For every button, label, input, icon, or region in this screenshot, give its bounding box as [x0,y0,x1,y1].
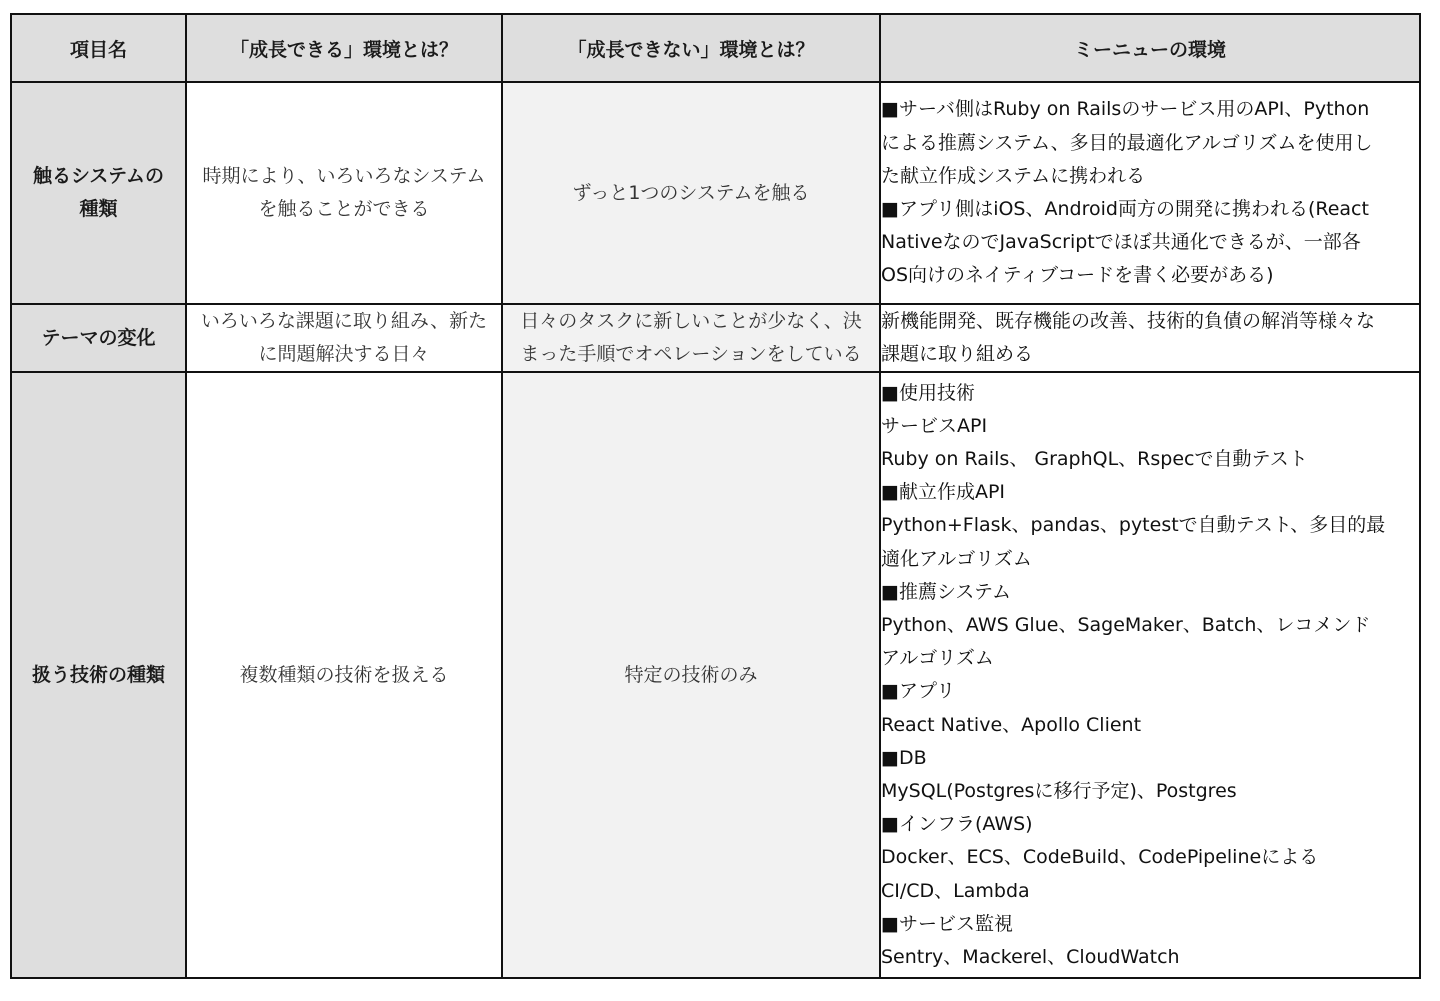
detail-line: Docker、ECS、CodeBuild、CodePipelineによる [881,846,1319,869]
detail-line: サービスAPI [881,414,988,437]
no-growth-cell [502,82,880,304]
comparison-table [10,13,1421,979]
detail-line: OS向けのネイティブコードを書く必要がある) [881,264,1274,287]
detail-line: による推薦システム、多目的最適化アルゴリズムを使用し [881,131,1373,154]
row-label-system-types [11,82,186,304]
detail-line: アルゴリズム [881,647,994,670]
detail-line: ■献立作成API [881,481,1006,504]
detail-line: 適化アルゴリズム [881,547,1032,570]
detail-line: 課題に取り組める [881,343,1034,366]
detail-line: Python、AWS Glue、SageMaker、Batch、レコメンド [881,614,1371,636]
row-label-line: テーマの変化 [41,326,156,349]
table-row [11,304,1420,372]
growth-cell [186,372,502,978]
row-label-technology-types [11,372,186,978]
no-growth-cell [502,304,880,372]
header-row [11,14,1420,82]
growth-cell [186,304,502,372]
row-label-line: 種類 [79,198,118,220]
detail-line: Python+Flask、pandas、pytestで自動テスト、多目的最 [881,514,1386,537]
cell-line: 複数種類の技術を扱える [239,663,449,686]
minne-detail-cell [880,82,1420,304]
detail-line: NativeなのでJavaScriptでほぼ共通化できるが、一部各 [881,231,1361,254]
detail-line: CI/CD、Lambda [881,879,1030,902]
detail-line: ■使用技術 [881,381,975,404]
minne-detail-cell [880,372,1420,978]
table-row [11,82,1420,304]
row-label-line: 触るシステムの [32,165,165,187]
detail-line: ■インフラ(AWS) [881,813,1033,836]
detail-line: ■推薦システム [881,580,1012,603]
header-growth-environment: 「成長できる」環境とは？ [186,14,502,82]
comparison-table-wrapper [10,13,1421,979]
detail-line: Ruby on Rails、 GraphQL、Rspecで自動テスト [881,447,1308,470]
row-label-theme-change [11,304,186,372]
cell-line: に問題解決する日々 [258,343,430,366]
minne-detail-cell [880,304,1420,372]
no-growth-cell [502,372,880,978]
cell-line: 時期により、いろいろなシステム [202,165,486,187]
detail-line: ■サーバ側はRuby on Railsのサービス用のAPI、Python [881,98,1370,121]
growth-cell [186,82,502,304]
detail-line: ■アプリ [881,680,956,703]
cell-line: ずっと1つのシステムを触る [572,181,810,204]
table-row [11,372,1420,978]
detail-line: 新機能開発、既存機能の改善、技術的負債の解消等様々な [881,310,1376,332]
header-item: 項目名 [11,14,186,82]
row-label-line: 扱う技術の種類 [31,663,165,686]
header-no-growth-environment: 「成長できない」環境とは？ [502,14,880,82]
detail-line: MySQL(Postgresに移行予定)、Postgres [881,780,1237,803]
detail-line: ■DB [881,746,927,769]
cell-line: まった手順でオペレーションをしている [520,343,862,366]
header-minne-environment: ミーニューの環境 [880,14,1420,82]
cell-line: 特定の技術のみ [624,663,758,686]
cell-line: 日々のタスクに新しいことが少なく、決 [520,310,862,333]
cell-line: いろいろな課題に取り組み、新た [200,310,488,333]
detail-line: た献立作成システムに携われる [881,164,1146,187]
detail-line: React Native、Apollo Client [881,713,1142,736]
detail-line: ■アプリ側はiOS、Android両方の開発に携われる(React [881,198,1369,220]
cell-line: を触ることができる [258,198,430,220]
detail-line: Sentry、Mackerel、CloudWatch [881,946,1180,969]
detail-line: ■サービス監視 [881,912,1013,935]
